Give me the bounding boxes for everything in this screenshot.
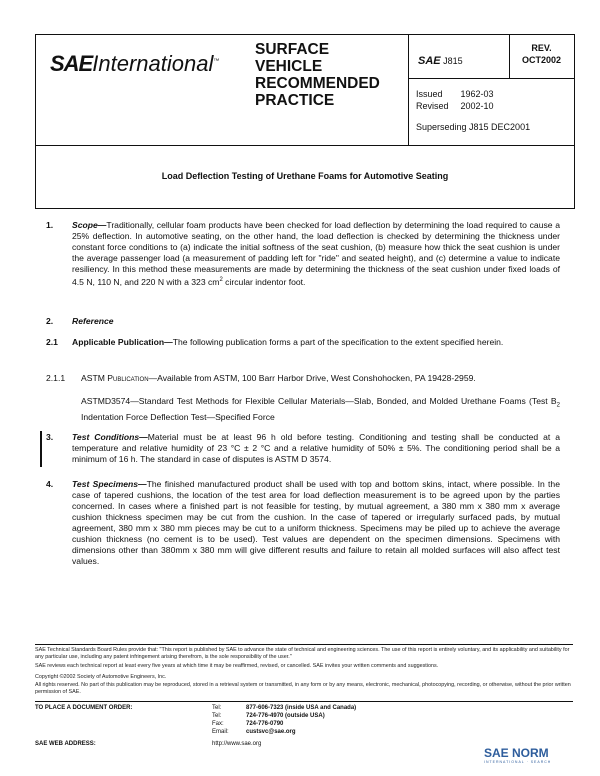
section-scope: Scope—Traditionally, cellular foam products have been checked for load deflection by determining the load required to cause a 25% deflection. In automotive seating, on the other hand, the load deflection is checked by determining the thickness under constant force conditions to (a) indicate the initial softness of the seat cushion, (b) measure how thick the seat cushion is under the average passenger load (a measurement of padding left for "ride" and seated height), and (c) determine a value to indicate resiliency. In this method these measurements are made by determining the thickness of the seat cushion under fixed loads of 4.5 N, 110 N, and 220 N with a 323 $cm^2$ circular indentor foot.: [72, 220, 560, 287]
section-number: 3.: [46, 432, 54, 442]
document-type: SURFACE VEHICLE RECOMMENDED PRACTICE: [255, 41, 380, 109]
footer-divider: [35, 701, 573, 702]
revision-block: REV. OCT2002: [521, 43, 562, 65]
astm-reference: ASTMD3574—Standard Test Methods for Flexible Cellular Materials—Slab, Bonded, and Molded Urethane Foams (Test $B_2$ Indentation Force Deflection Test—Specified Force: [81, 396, 560, 422]
footer-rights: All rights reserved. No part of this publication may be reproduced, stored in a retrieval system or transmitted, in any form or by any means, electronic, mechanical, photocopying, recording, or otherwise, without the prior written permission of SAE.: [35, 682, 571, 695]
divider: [408, 35, 409, 145]
sae-international-logo: SAEInternational™: [50, 51, 220, 76]
section-number: 2.1: [46, 337, 58, 347]
section-test-conditions: Test Conditions—Material must be at least 96 h old before testing. Conditioning and testing shall be conducted at a temperature and relative humidity of 23 °C ± 2 °C and a relative humidity of 50% ± 5%. The conditioning period shall be a minimum of 16 h. The standard in case of disputes is ASTM D 3574.: [72, 432, 561, 464]
section-number: 4.: [46, 479, 54, 489]
revision-bar: [40, 431, 42, 467]
title-box: [35, 144, 575, 209]
sae-norm-stamp: SAE NORM INTERNATIONAL · SEARCH: [484, 746, 552, 764]
section-test-specimens: Test Specimens—The finished manufactured product shall be used with top and bottom skins, intact, where possible. In the case of tapered cushions, the location of the test area for load deflection measurement is to be agreed upon by the parties concerned. In cases where a finished part is not feasible for testing, by mutual agreement, a 380 mm x 380 mm x average cushion thickness specimen may be cut from the cushion. In the case of tapered or irregularly surfaced pads, by mutual agreement, 380 mm x 380 mm pieces may be cut to a uniform thickness. Specimens may be piled up to achieve the average cushion thickness (no cement is to be used). Test values are dependent on the specimen dimensions. Specimens with dimensions other than 380mm x 380 mm will give different results and failure to retain all molded surfaces will also affect test values.: [72, 479, 560, 566]
email-link[interactable]: custsvc@sae.org: [246, 729, 296, 735]
section-reference-heading: Reference: [72, 316, 114, 326]
header-box: [35, 34, 575, 146]
order-contact-values: 877-606-7323 (inside USA and Canada) 724-776-4970 (outside USA) 724-776-0790 custsvc@sae.org: [246, 705, 357, 735]
divider: [408, 78, 574, 79]
footer-divider: [35, 644, 573, 645]
section-applicable-publication: Applicable Publication—The following publication forms a part of the specification to the extent specified herein.: [72, 337, 504, 347]
order-contact-labels: Tel: Tel: Fax: Email:: [212, 705, 229, 735]
footer-disclaimer: SAE Technical Standards Board Rules provide that: "This report is published by SAE to advance the state of technical and engineering sciences. The use of this report is entirely voluntary, and its applicability and suitability for any particular use, including any patent infringement arising therefrom, is the sole responsibility of the user.": [35, 647, 570, 660]
section-astm-publication: ASTM Publication—Available from ASTM, 100 Barr Harbor Drive, West Conshohocken, PA 19428-2959.: [81, 373, 476, 383]
superseding-note: Superseding J815 DEC2001: [416, 122, 531, 132]
footer-review-note: SAE reviews each technical report at least every five years at which time it may be reaffirmed, revised, or cancelled. SAE invites your written comments and suggestions.: [35, 663, 439, 669]
section-number: 1.: [46, 220, 54, 230]
issue-dates: Issued 1962-03 Revised 2002-10: [416, 89, 494, 111]
web-address-label: SAE WEB ADDRESS:: [35, 741, 96, 747]
web-address-link[interactable]: http://www.sae.org: [212, 741, 262, 747]
section-number: 2.1.1: [46, 373, 66, 383]
order-label: TO PLACE A DOCUMENT ORDER:: [35, 705, 133, 711]
footer-copyright: Copyright ©2002 Society of Automotive Engineers, Inc.: [35, 674, 167, 680]
document-title: Load Deflection Testing of Urethane Foams for Automotive Seating: [161, 171, 449, 181]
document-number: SAE J815: [418, 55, 463, 67]
section-number: 2.: [46, 316, 54, 326]
